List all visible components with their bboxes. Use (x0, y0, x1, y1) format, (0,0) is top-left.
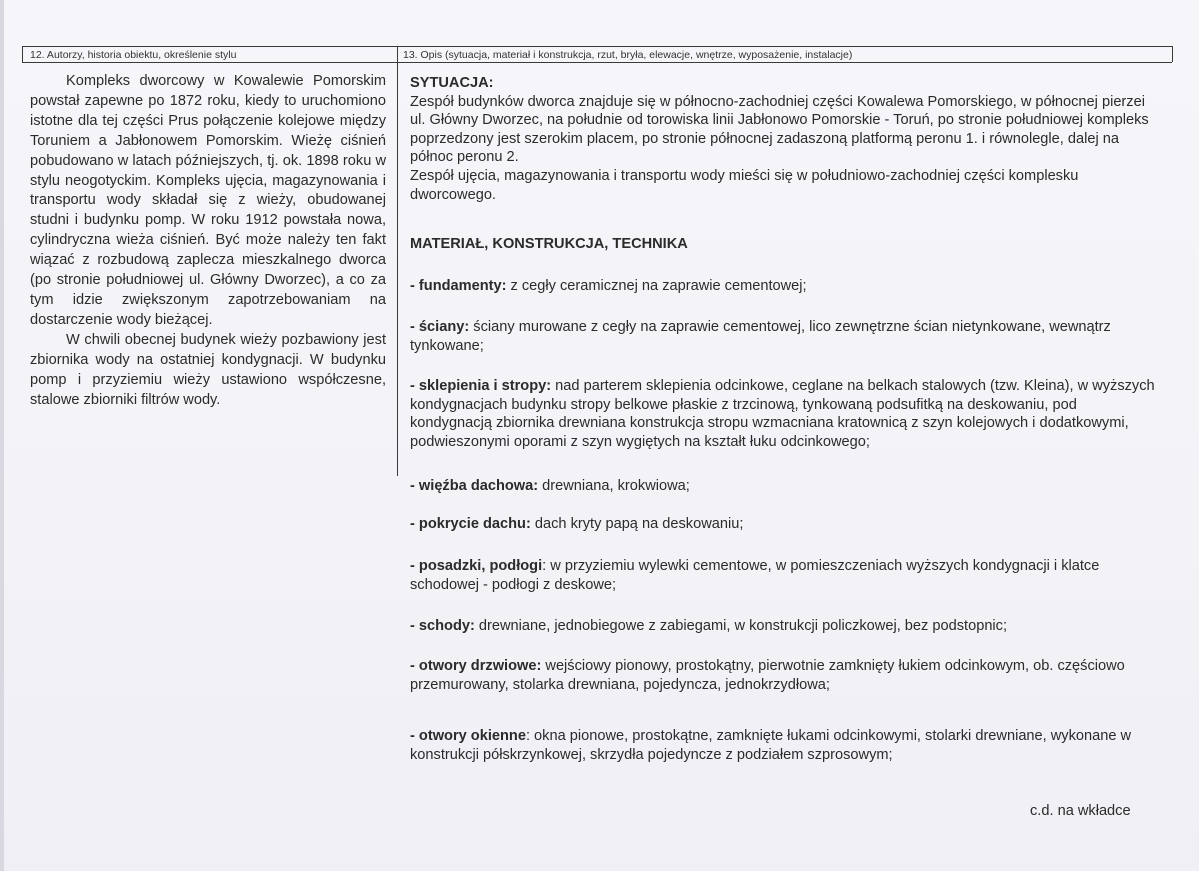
column-divider (397, 46, 398, 476)
item-text: drewniana, krokwiowa; (538, 478, 690, 494)
item-sciany (410, 318, 1162, 355)
item-text: : okna pionowe, prostokątne, zamknięte łukami odcinkowymi, stolarki drewniane, wykonane w konstrukcji półskrzynkowej, skrzydła pojedyncze z podziałem szprosowym; (410, 728, 1132, 763)
page-edge (0, 0, 4, 871)
item-label: - otwory okienne (410, 728, 526, 744)
item-okna (410, 727, 1162, 764)
item-pokrycie (410, 515, 1162, 534)
item-posadzki (410, 557, 1162, 594)
item-drzwi (410, 657, 1162, 694)
situation-title: SYTUACJA: (410, 75, 494, 91)
history-column (30, 72, 386, 410)
item-label: - ściany: (410, 319, 470, 335)
frame-right-line (1172, 46, 1173, 62)
item-text: drewniane, jednobiegowe z zabiegami, w konstrukcji policzkowej, bez podstopnic; (474, 618, 1008, 634)
item-wiezba (410, 477, 1162, 496)
item-label: - sklepienia i stropy: (410, 378, 552, 394)
item-schody (410, 617, 1162, 636)
item-label: - więźba dachowa: (410, 478, 539, 494)
frame-top-line (22, 46, 1172, 47)
section-13-header: 13. Opis (sytuacja, materiał i konstrukcja, rzut, bryła, elewacje, wnętrze, wyposażenie, instalacje) (403, 49, 853, 61)
material-title: MATERIAŁ, KONSTRUKCJA, TECHNIKA (410, 236, 688, 252)
item-label: - schody: (410, 618, 475, 634)
item-sklepienia (410, 377, 1162, 451)
situation-section (410, 74, 1162, 204)
section-12-header: 12. Autorzy, historia obiektu, określenie stylu (30, 49, 237, 61)
frame-header-line (22, 62, 1172, 63)
item-text: nad parterem sklepienia odcinkowe, ceglane na belkach stalowych (tzw. Kleina), w wyższych kondygnacjach budynku stropy belkowe płaskie z trzcinową, tynkowaną podsufitką na deskowaniu, pod kondygnacją zbiornika drewniana konstrukcja stropu wzmacniana kratownicą z szyn kolejowych i dodatkowymi, podwieszonymi oporami z szyn wygiętych na kształt łuku odcinkowego; (410, 378, 1155, 450)
item-label: - fundamenty: (410, 278, 507, 294)
situation-paragraph-2: Zespół ujęcia, magazynowania i transportu wody mieści się w południowo-zachodniej części komplesku dworcowego. (410, 167, 1079, 203)
frame-left-line (22, 46, 23, 62)
continuation-note: c.d. na wkładce (1030, 803, 1131, 819)
history-paragraph-2: W chwili obecnej budynek wieży pozbawiony jest zbiornika wody na ostatniej kondygnacji. W budynku pomp i przyziemiu wieży ustawiono współczesne, stalowe zbiorniki filtrów wody. (30, 331, 386, 408)
item-text: wejściowy pionowy, prostokątny, pierwotnie zamknięty łukiem odcinkowym, ob. częściowo przemurowany, stolarka drewniana, pojedyncza, jednokrzydłowa; (410, 658, 1125, 693)
item-label: - otwory drzwiowe: (410, 658, 542, 674)
item-text: ściany murowane z cegły na zaprawie cementowej, lico zewnętrzne ścian nietynkowane, wewnątrz tynkowane; (410, 319, 1111, 354)
item-text: : w przyziemiu wylewki cementowe, w pomieszczeniach wyższych kondygnacji i klatce schodowej - podłogi z deskowe; (410, 558, 1100, 593)
situation-paragraph-1: Zespół budynków dworca znajduje się w północno-zachodniej części Kowalewa Pomorskiego, w północnej pierzei ul. Główny Dworzec, na południe od torowiska linii Jabłonowo Pomorskie - Toruń, po stronie południowej kompleks poprzedzony jest szerokim placem, po stronie północnej zadaszoną platformą peronu 1. i równolegle, dalej na północ peronu 2. (410, 93, 1149, 166)
item-label: - pokrycie dachu: (410, 516, 531, 532)
item-label: - posadzki, podłogi (410, 558, 543, 574)
item-fundamenty (410, 277, 1162, 296)
item-text: dach kryty papą na deskowaniu; (530, 516, 744, 532)
history-paragraph-1: Kompleks dworcowy w Kowalewie Pomorskim powstał zapewne po 1872 roku, kiedy to uruchomiono istotne dla tej części Prus połączenie kolejowe między Toruniem a Jabłonowem Pomorskim. Wieżę ciśnień pobudowano w latach późniejszych, tj. ok. 1898 roku w stylu neogotyckim. Kompleks ujęcia, magazynowania i transportu wody składał się z wieży, obudowanej studni i budynku pomp. W roku 1912 powstała nowa, cylindryczna wieża ciśnień. Być może należy ten fakt wiązać z rozbudową zaplecza mieszkalnego dworca (po stronie południowej ul. Główny Dworzec), a co za tym idzie zwiększonym zapotrzebowaniam na dostarczenie wody bieżącej. (30, 73, 386, 328)
item-text: z cegły ceramicznej na zaprawie cementowej; (506, 278, 807, 294)
